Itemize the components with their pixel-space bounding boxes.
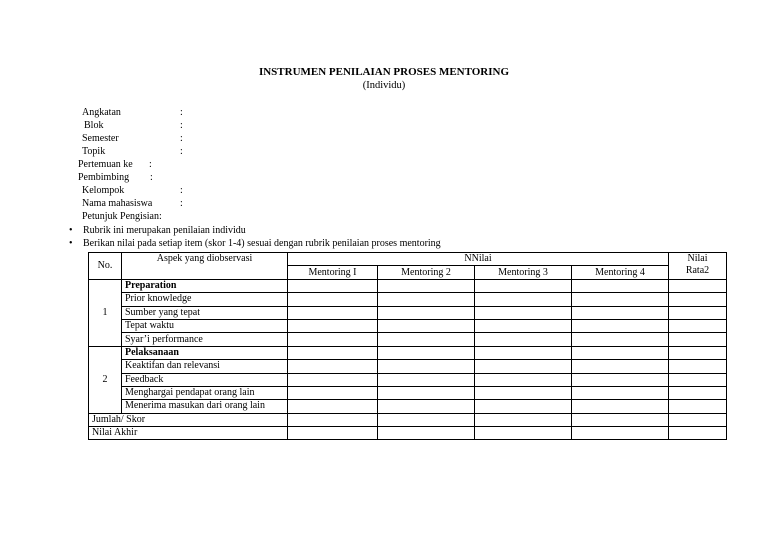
score-cell[interactable] — [572, 360, 669, 373]
score-cell[interactable] — [378, 373, 475, 386]
score-cell[interactable] — [475, 346, 572, 359]
score-cell[interactable] — [572, 427, 669, 440]
average-cell[interactable] — [669, 360, 727, 373]
average-cell[interactable] — [669, 386, 727, 399]
average-cell[interactable] — [669, 319, 727, 332]
field-colon: : — [180, 107, 183, 118]
field-pembimbing — [78, 172, 153, 184]
table-row — [89, 333, 727, 346]
aspect-label: Syar’i performance — [122, 333, 288, 346]
field-label: Blok — [84, 120, 104, 131]
field-label: Semester — [82, 133, 119, 144]
header-nilai: NNilai — [288, 253, 669, 266]
score-cell[interactable] — [475, 373, 572, 386]
field-colon: : — [180, 120, 183, 131]
header-rata-line2: Rata2 — [685, 265, 710, 276]
score-cell[interactable] — [475, 400, 572, 413]
score-cell[interactable] — [378, 333, 475, 346]
score-cell[interactable] — [378, 360, 475, 373]
score-cell[interactable] — [288, 306, 378, 319]
field-colon: : — [150, 172, 153, 183]
aspect-label: Tepat waktu — [122, 319, 288, 332]
table-row — [89, 306, 727, 319]
table-row — [89, 346, 727, 359]
field-label: Topik — [82, 146, 106, 157]
aspect-label: Sumber yang tepat — [122, 306, 288, 319]
score-cell[interactable] — [378, 306, 475, 319]
field-blok — [84, 120, 183, 132]
field-semester — [82, 133, 183, 145]
field-label: Angkatan — [82, 107, 121, 118]
average-cell[interactable] — [669, 333, 727, 346]
instruction-item: • Rubrik ini merupakan penilaian individu — [69, 225, 441, 238]
document-subtitle: (Individu) — [362, 80, 406, 91]
score-cell[interactable] — [475, 386, 572, 399]
score-cell[interactable] — [288, 427, 378, 440]
score-cell[interactable] — [475, 333, 572, 346]
header-mentoring-3: Mentoring 3 — [475, 266, 572, 279]
table-row-jumlah — [89, 413, 727, 426]
field-topik — [82, 146, 183, 158]
average-cell[interactable] — [669, 306, 727, 319]
score-cell[interactable] — [572, 333, 669, 346]
score-cell[interactable] — [572, 386, 669, 399]
field-label: Pembimbing — [78, 172, 130, 183]
score-cell[interactable] — [378, 279, 475, 292]
table-row — [89, 400, 727, 413]
header-mentoring-1: Mentoring I — [288, 266, 378, 279]
jumlah-label: Jumlah/ Skor — [89, 413, 288, 426]
score-cell[interactable] — [572, 306, 669, 319]
score-cell[interactable] — [475, 427, 572, 440]
score-cell[interactable] — [475, 279, 572, 292]
header-rata-line1: Nilai — [687, 253, 708, 264]
field-petunjuk — [82, 211, 162, 223]
field-nama-mahasiswa — [82, 198, 183, 210]
score-cell[interactable] — [475, 306, 572, 319]
header-rata — [669, 253, 727, 280]
field-colon: : — [149, 159, 152, 170]
score-cell[interactable] — [288, 333, 378, 346]
score-cell[interactable] — [572, 413, 669, 426]
header-aspek: Aspek yang diobservasi — [122, 253, 288, 280]
score-cell[interactable] — [378, 427, 475, 440]
instruction-list — [69, 225, 441, 250]
score-cell[interactable] — [378, 413, 475, 426]
table-row — [89, 360, 727, 373]
score-cell[interactable] — [475, 293, 572, 306]
table-row — [89, 279, 727, 292]
field-label: Pertemuan ke — [78, 159, 133, 170]
aspect-label: Prior knowledge — [122, 293, 288, 306]
field-label: Nama mahasiswa — [82, 198, 153, 209]
instruction-item: • Berikan nilai pada setiap item (skor 1-4) sesuai dengan rubrik penilaian proses mentoring — [69, 238, 441, 251]
field-colon: : — [180, 133, 183, 144]
score-cell[interactable] — [572, 293, 669, 306]
table-row-nilai-akhir — [89, 427, 727, 440]
aspect-label: Menghargai pendapat orang lain — [122, 386, 288, 399]
table-row — [89, 293, 727, 306]
score-cell[interactable] — [288, 279, 378, 292]
score-cell[interactable] — [288, 386, 378, 399]
field-colon: : — [180, 146, 183, 157]
average-cell[interactable] — [669, 293, 727, 306]
score-cell[interactable] — [572, 373, 669, 386]
table-row — [89, 386, 727, 399]
section-number: 1 — [89, 279, 122, 346]
score-cell[interactable] — [378, 400, 475, 413]
score-cell[interactable] — [572, 319, 669, 332]
score-cell[interactable] — [378, 293, 475, 306]
score-cell[interactable] — [475, 319, 572, 332]
field-colon: : — [180, 185, 183, 196]
section-title: Preparation — [122, 279, 288, 292]
average-cell[interactable] — [669, 279, 727, 292]
score-cell[interactable] — [288, 346, 378, 359]
score-cell[interactable] — [288, 400, 378, 413]
table-header-row — [89, 253, 727, 266]
field-colon: : — [180, 198, 183, 209]
table-row — [89, 319, 727, 332]
field-angkatan — [82, 107, 183, 119]
score-cell[interactable] — [572, 279, 669, 292]
score-cell[interactable] — [288, 319, 378, 332]
average-cell[interactable] — [669, 346, 727, 359]
average-cell[interactable] — [669, 427, 727, 440]
average-cell[interactable] — [669, 373, 727, 386]
header-no: No. — [89, 253, 122, 280]
score-cell[interactable] — [288, 360, 378, 373]
average-cell[interactable] — [669, 400, 727, 413]
score-cell[interactable] — [378, 319, 475, 332]
score-cell[interactable] — [378, 386, 475, 399]
header-mentoring-2: Mentoring 2 — [378, 266, 475, 279]
field-kelompok — [82, 185, 183, 197]
score-cell[interactable] — [288, 373, 378, 386]
section-number: 2 — [89, 346, 122, 413]
field-label: Kelompok — [82, 185, 125, 196]
field-label: Petunjuk Pengisian: — [82, 211, 162, 222]
rubric-table — [88, 252, 727, 440]
score-cell[interactable] — [572, 400, 669, 413]
score-cell[interactable] — [475, 413, 572, 426]
average-cell[interactable] — [669, 413, 727, 426]
score-cell[interactable] — [378, 346, 475, 359]
aspect-label: Menerima masukan dari orang lain — [122, 400, 288, 413]
score-cell[interactable] — [475, 360, 572, 373]
score-cell[interactable] — [288, 413, 378, 426]
score-cell[interactable] — [572, 346, 669, 359]
section-title: Pelaksanaan — [122, 346, 288, 359]
document-title: INSTRUMEN PENILAIAN PROSES MENTORING — [258, 66, 510, 78]
aspect-label: Feedback — [122, 373, 288, 386]
header-mentoring-4: Mentoring 4 — [572, 266, 669, 279]
score-cell[interactable] — [288, 293, 378, 306]
field-pertemuan — [78, 159, 152, 171]
aspect-label: Keaktifan dan relevansi — [122, 360, 288, 373]
table-row — [89, 373, 727, 386]
nilai-akhir-label: Nilai Akhir — [89, 427, 288, 440]
